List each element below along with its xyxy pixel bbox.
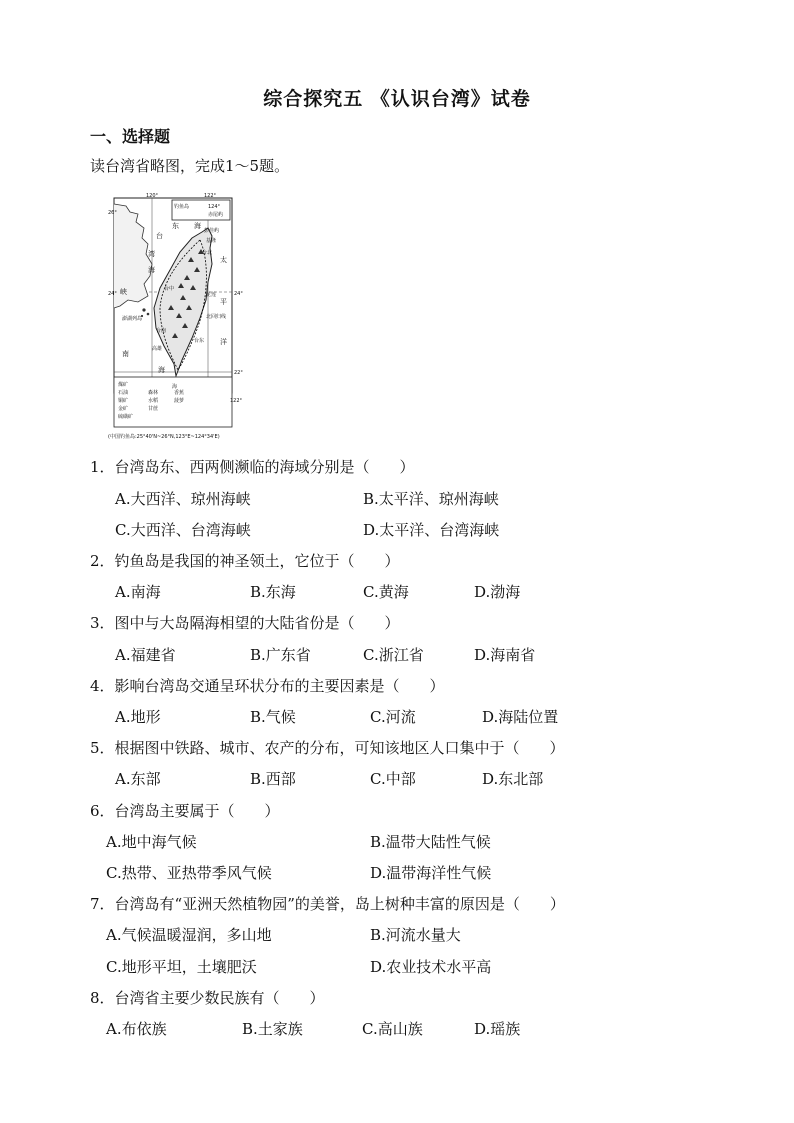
svg-text:海: 海 <box>148 266 155 274</box>
svg-text:26°: 26° <box>108 210 117 216</box>
q6-option-c[interactable]: C.热带、亚热带季风气候 <box>106 864 272 882</box>
q5-option-b[interactable]: B.西部 <box>250 770 296 788</box>
q5-option-a[interactable]: A.东部 <box>115 770 161 788</box>
question-4: 4．影响台湾岛交通呈环状分布的主要因素是（ ） <box>90 677 445 695</box>
q8-option-b[interactable]: B.土家族 <box>242 1020 303 1038</box>
question-5: 5．根据图中铁路、城市、农产的分布，可知该地区人口集中于（ ） <box>90 739 565 757</box>
svg-text:基隆: 基隆 <box>206 238 217 244</box>
svg-text:铜矿: 铜矿 <box>118 398 129 404</box>
q3-option-a[interactable]: A.福建省 <box>115 646 176 664</box>
q4-option-a[interactable]: A.地形 <box>115 708 161 726</box>
q6-option-a[interactable]: A.地中海气候 <box>106 833 197 851</box>
q6-option-d[interactable]: D.温带海洋性气候 <box>370 864 492 882</box>
q1-option-b[interactable]: B.太平洋、琼州海峡 <box>363 490 499 508</box>
question-1: 1．台湾岛东、西两侧濒临的海域分别是（ ） <box>90 458 415 476</box>
q4-option-b[interactable]: B.气候 <box>250 708 296 726</box>
svg-text:香蕉: 香蕉 <box>174 390 185 396</box>
q4-option-c[interactable]: C.河流 <box>370 708 416 726</box>
svg-text:菠萝: 菠萝 <box>174 398 185 404</box>
section-heading: 一、选择题 <box>90 127 171 146</box>
q5-option-d[interactable]: D.东北部 <box>482 770 544 788</box>
intro-text: 读台湾省略图，完成1～5题。 <box>90 157 290 175</box>
svg-text:24°: 24° <box>108 291 117 297</box>
q2-option-c[interactable]: C.黄海 <box>363 583 409 601</box>
q6-option-b[interactable]: B.温带大陆性气候 <box>370 833 491 851</box>
svg-text:石油: 石油 <box>118 390 129 396</box>
svg-text:高雄: 高雄 <box>152 346 163 352</box>
svg-text:24°: 24° <box>234 291 243 297</box>
svg-text:澎湖列岛: 澎湖列岛 <box>122 316 143 322</box>
svg-text:彭佳屿: 彭佳屿 <box>204 228 220 234</box>
svg-text:海: 海 <box>172 384 178 390</box>
question-6: 6．台湾岛主要属于（ ） <box>90 802 280 820</box>
q5-option-c[interactable]: C.中部 <box>370 770 416 788</box>
svg-text:洋: 洋 <box>220 338 227 346</box>
question-3: 3．图中与大岛隔海相望的大陆省份是（ ） <box>90 614 400 632</box>
svg-text:水稻: 水稻 <box>148 398 159 404</box>
svg-text:钓鱼岛: 钓鱼岛 <box>174 204 190 210</box>
svg-text:花莲: 花莲 <box>206 292 217 298</box>
svg-text:122°: 122° <box>204 193 217 199</box>
q8-option-c[interactable]: C.高山族 <box>362 1020 423 1038</box>
svg-text:湾: 湾 <box>148 250 155 258</box>
svg-text:122°: 122° <box>230 398 243 404</box>
svg-text:22°: 22° <box>234 370 243 376</box>
svg-text:120°: 120° <box>146 193 159 199</box>
svg-text:东: 东 <box>172 222 179 230</box>
q7-option-c[interactable]: C.地形平坦，土壤肥沃 <box>106 958 257 976</box>
q8-option-a[interactable]: A.布依族 <box>106 1020 167 1038</box>
q7-option-a[interactable]: A.气候温暖湿润，多山地 <box>106 926 272 944</box>
svg-text:海: 海 <box>158 366 165 374</box>
svg-text:南: 南 <box>122 350 129 358</box>
q7-option-d[interactable]: D.农业技术水平高 <box>370 958 492 976</box>
q2-option-d[interactable]: D.渤海 <box>474 583 521 601</box>
svg-text:台: 台 <box>156 232 163 240</box>
svg-text:甘蔗: 甘蔗 <box>148 406 159 412</box>
svg-text:赤尾屿: 赤尾屿 <box>208 212 224 218</box>
q3-option-d[interactable]: D.海南省 <box>474 646 536 664</box>
svg-text:北回归线: 北回归线 <box>206 314 227 320</box>
q2-option-b[interactable]: B.东海 <box>250 583 296 601</box>
q2-option-a[interactable]: A.南海 <box>115 583 161 601</box>
taiwan-map <box>108 192 268 442</box>
page-title: 综合探究五 《认识台湾》试卷 <box>263 88 531 110</box>
svg-text:平: 平 <box>220 298 227 306</box>
q7-option-b[interactable]: B.河流水量大 <box>370 926 461 944</box>
svg-text:海: 海 <box>194 222 201 230</box>
question-2: 2．钓鱼岛是我国的神圣领土，它位于（ ） <box>90 552 400 570</box>
map-caption: (中国钓鱼岛:25°40'N~26°N,123°E~124°34'E) <box>108 434 220 440</box>
svg-text:台北: 台北 <box>202 250 213 256</box>
svg-text:峡: 峡 <box>120 288 127 296</box>
q1-option-a[interactable]: A.大西洋、琼州海峡 <box>115 490 251 508</box>
svg-text:硫磺矿: 硫磺矿 <box>118 414 134 420</box>
svg-text:124°: 124° <box>208 204 221 210</box>
svg-text:太: 太 <box>220 256 227 264</box>
q8-option-d[interactable]: D.瑶族 <box>474 1020 521 1038</box>
svg-text:台东: 台东 <box>194 338 205 344</box>
q3-option-c[interactable]: C.浙江省 <box>363 646 424 664</box>
q1-option-d[interactable]: D.太平洋、台湾海峡 <box>363 521 500 539</box>
svg-text:金矿: 金矿 <box>118 406 129 412</box>
svg-text:森林: 森林 <box>148 390 159 396</box>
q3-option-b[interactable]: B.广东省 <box>250 646 311 664</box>
question-8: 8．台湾省主要少数民族有（ ） <box>90 989 325 1007</box>
q4-option-d[interactable]: D.海陆位置 <box>482 708 559 726</box>
svg-text:台中: 台中 <box>164 286 175 292</box>
svg-text:煤矿: 煤矿 <box>118 382 129 388</box>
question-7: 7．台湾岛有“亚洲天然植物园”的美誉，岛上树种丰富的原因是（ ） <box>90 895 565 913</box>
svg-text:台南: 台南 <box>156 328 167 334</box>
q1-option-c[interactable]: C.大西洋、台湾海峡 <box>115 521 251 539</box>
